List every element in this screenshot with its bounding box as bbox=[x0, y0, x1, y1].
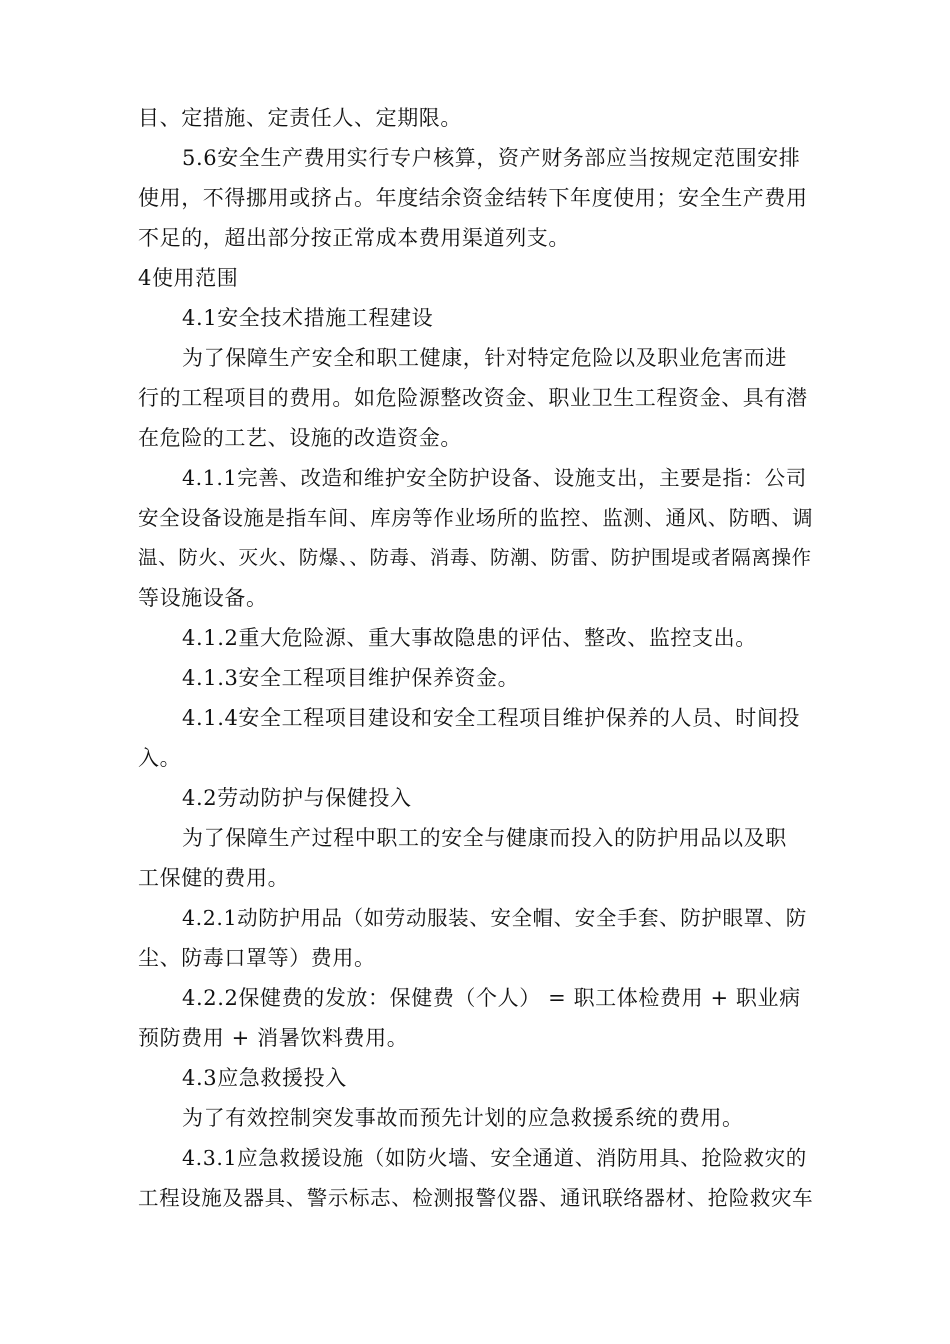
text-line: 4.1.1完善、改造和维护安全防护设备、设施支出，主要是指：公司 bbox=[182, 466, 807, 490]
section-heading: 4使用范围 bbox=[138, 266, 239, 290]
subsection-heading: 4.2劳动防护与保健投入 bbox=[182, 786, 412, 810]
text-line: 4.1.2重大危险源、重大事故隐患的评估、整改、监控支出。 bbox=[182, 626, 757, 650]
text-line: 为了保障生产过程中职工的安全与健康而投入的防护用品以及职 bbox=[182, 826, 787, 850]
text-line: 尘、防毒口罩等）费用。 bbox=[138, 946, 376, 970]
text-line: 为了有效控制突发事故而预先计划的应急救援系统的费用。 bbox=[182, 1106, 744, 1130]
text-line: 工保健的费用。 bbox=[138, 866, 290, 890]
subsection-heading: 4.1安全技术措施工程建设 bbox=[182, 306, 434, 330]
text-line: 温、防火、灭火、防爆、、防毒、消毒、防潮、防雷、防护围堤或者隔离操作 bbox=[138, 546, 812, 569]
text-line: 安全设备设施是指车间、库房等作业场所的监控、监测、通风、防晒、调 bbox=[138, 506, 814, 530]
text-line: 4.2.1动防护用品（如劳动服装、安全帽、安全手套、防护眼罩、防 bbox=[182, 906, 807, 930]
text-line: 工程设施及器具、警示标志、检测报警仪器、通讯联络器材、抢险救灾车 bbox=[138, 1186, 814, 1210]
text-line: 4.2.2保健费的发放：保健费（个人） = 职工体检费用 + 职业病 bbox=[182, 986, 801, 1010]
text-line: 目、定措施、定责任人、定期限。 bbox=[138, 106, 462, 130]
text-line: 预防费用 + 消暑饮料费用。 bbox=[138, 1026, 409, 1050]
text-line: 4.1.3安全工程项目维护保养资金。 bbox=[182, 666, 520, 690]
text-line: 为了保障生产安全和职工健康，针对特定危险以及职业危害而进 bbox=[182, 346, 787, 370]
text-line: 使用，不得挪用或挤占。年度结余资金结转下年度使用；安全生产费用 bbox=[138, 186, 808, 210]
text-line: 5.6安全生产费用实行专户核算，资产财务部应当按规定范围安排 bbox=[182, 146, 801, 170]
subsection-heading: 4.3应急救援投入 bbox=[182, 1066, 347, 1090]
text-line: 行的工程项目的费用。如危险源整改资金、职业卫生工程资金、具有潜 bbox=[138, 386, 808, 410]
text-line: 不足的，超出部分按正常成本费用渠道列支。 bbox=[138, 226, 570, 250]
text-line: 在危险的工艺、设施的改造资金。 bbox=[138, 426, 462, 450]
text-line: 4.3.1应急救援设施（如防火墙、安全通道、消防用具、抢险救灾的 bbox=[182, 1146, 807, 1170]
text-line: 4.1.4安全工程项目建设和安全工程项目维护保养的人员、时间投 bbox=[182, 706, 801, 730]
text-line: 等设施设备。 bbox=[138, 586, 268, 610]
text-line: 入。 bbox=[138, 746, 182, 770]
